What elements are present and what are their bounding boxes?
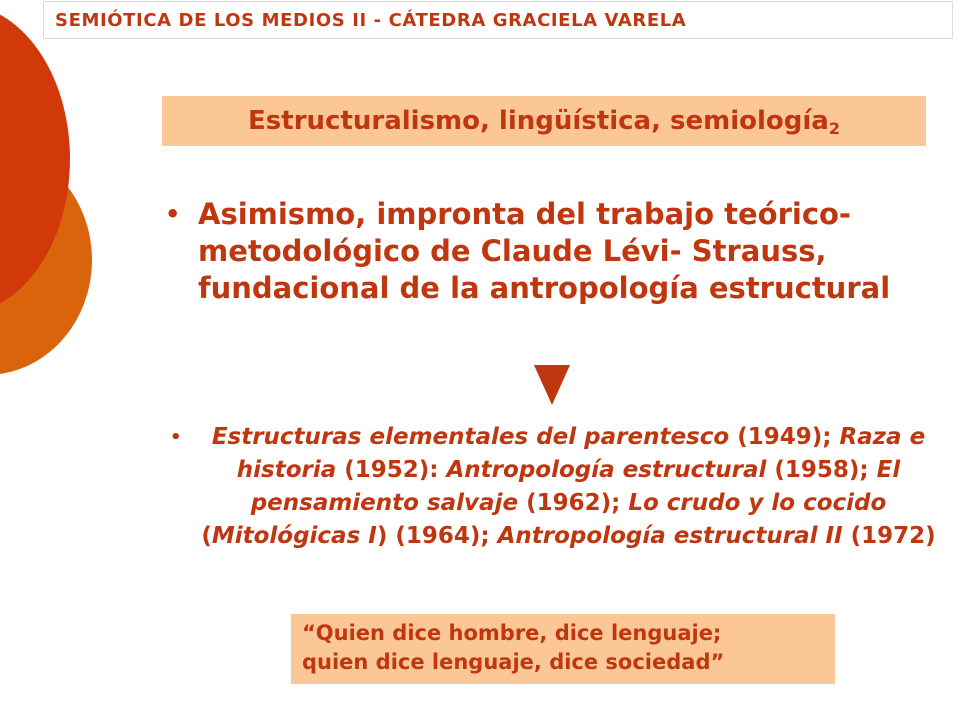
works-list [170,421,945,553]
work-title: Lo crudo y lo cocido [628,490,887,516]
works-bullet [170,421,945,553]
quote-line-2: quien dice lenguaje, dice sociedad” [302,650,725,674]
slide-title [162,96,926,146]
work-title: Estructuras elementales del parentesco [211,424,730,450]
work-title: El pensamiento salvaje [250,457,901,516]
work-year: (1949); [729,424,840,450]
quote-box [291,614,835,684]
work-title: Mitológicas I [211,523,377,549]
work-title: Antropología estructural [446,457,767,483]
main-bullet [165,196,920,307]
course-header-text: SEMIÓTICA DE LOS MEDIOS II - CÁTEDRA GRACIELA VARELA [55,10,687,31]
work-year: ) (1964); [376,523,498,549]
bullet-dot-icon: • [170,427,182,448]
slide-title-subscript: 2 [828,119,840,138]
main-bullet-text: Asimismo, impronta del trabajo teórico- metodológico de Claude Lévi- Strauss, fundacional de la antropología estructural [198,197,891,305]
work-year: (1972) [842,523,936,549]
work-title: Antropología estructural II [497,523,843,549]
bullet-dot-icon: • [165,200,181,228]
work-title: Raza e historia [236,424,926,483]
work-year: (1962); [518,490,629,516]
work-year: (1958); [766,457,877,483]
quote-line-1: “Quien dice hombre, dice lenguaje; [302,621,722,645]
work-year: (1952): [336,457,447,483]
slide-title-text: Estructuralismo, lingüística, semiología [248,106,829,136]
down-arrow-icon [534,365,570,405]
work-year: ( [201,523,212,549]
course-header [43,1,953,39]
